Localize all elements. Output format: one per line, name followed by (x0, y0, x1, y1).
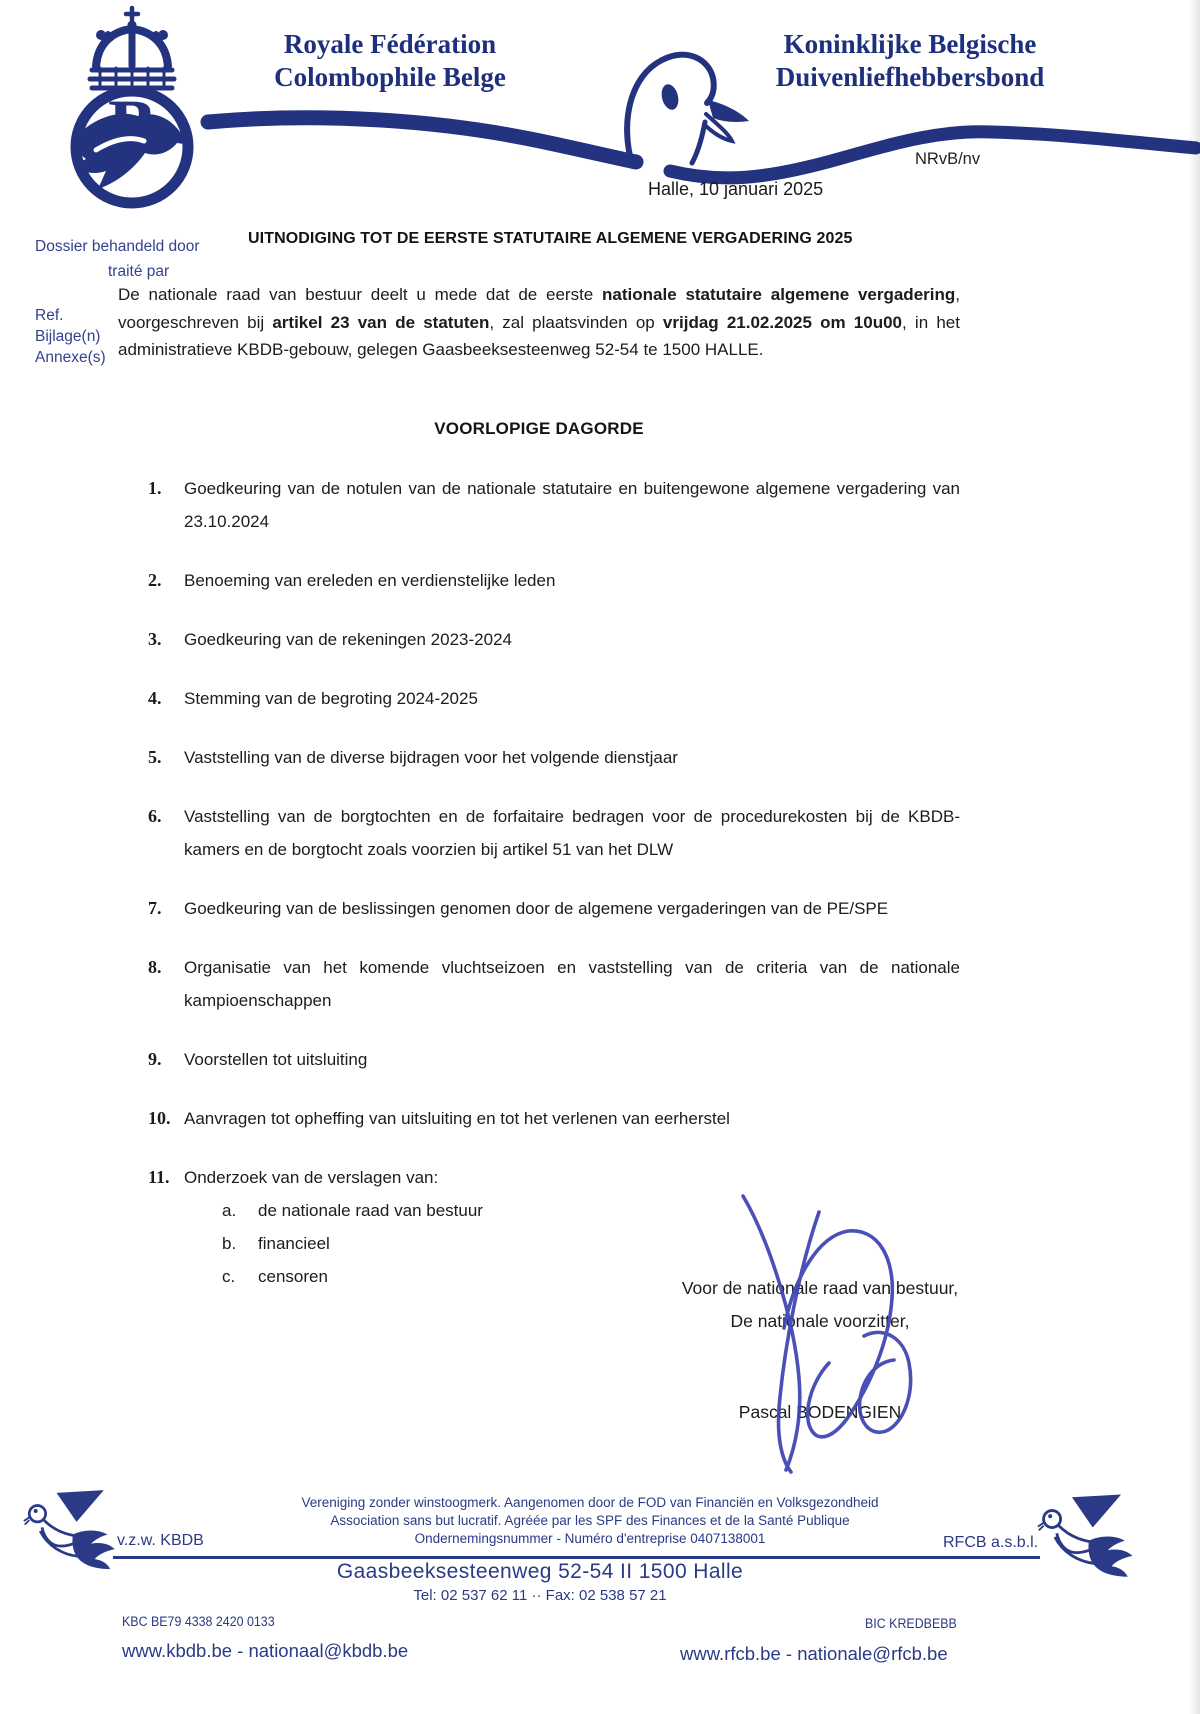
footer-reg-line1: Vereniging zonder winstoogmerk. Aangenomen door de FOD van Financiën en Volksgezondheid (301, 1495, 879, 1510)
agenda-item-text: Aanvragen tot opheffing van uitsluiting en tot het verlenen van eerherstel (184, 1109, 730, 1128)
agenda-item (148, 1043, 960, 1076)
footer-address-block (230, 1560, 850, 1604)
agenda-item-text: Onderzoek van de verslagen van: (184, 1168, 439, 1187)
agenda-item-number: 8. (148, 957, 162, 977)
agenda-item-text: Stemming van de begroting 2024-2025 (184, 689, 478, 708)
agenda-item-number: 1. (148, 478, 162, 498)
agenda-item (148, 472, 960, 538)
margin-label-dossier (35, 234, 250, 284)
agenda-item-text: Voorstellen tot uitsluiting (184, 1050, 368, 1069)
agenda-item-number: 6. (148, 806, 162, 826)
footer-iban: KBC BE79 4338 2420 0133 (122, 1614, 275, 1629)
margin-label-annexe: Annexe(s) (35, 349, 106, 366)
agenda-item-number: 7. (148, 898, 162, 918)
dove-swoosh-graphic (200, 30, 1200, 195)
crest-graphic (52, 4, 212, 209)
org-name-nl-line2: Duivenliefhebbersbond (775, 62, 1045, 92)
agenda-item-text: Vaststelling van de diverse bijdragen voor het volgende dienstjaar (184, 748, 678, 767)
agenda-item-text: Organisatie van het komende vluchtseizoen en vaststelling van de criteria van de nationale kampioenschappen (184, 958, 960, 1010)
margin-label-dossier-line1: Dossier behandeld door (35, 238, 200, 255)
agenda-sub-item-number: a. (222, 1201, 237, 1220)
footer-registration (300, 1494, 880, 1548)
agenda-item (148, 892, 960, 925)
dove-logo-right (1036, 1492, 1140, 1582)
signature-ink (698, 1178, 938, 1478)
agenda-item (148, 682, 960, 715)
agenda-item-number: 10. (148, 1108, 171, 1128)
agenda-item (148, 623, 960, 656)
agenda-item-number: 2. (148, 570, 162, 590)
agenda-item-number: 3. (148, 629, 162, 649)
agenda-item (148, 564, 960, 597)
agenda-sub-item-number: b. (222, 1234, 237, 1253)
agenda-item (148, 951, 960, 1017)
reference-code: NRvB/nv (915, 150, 981, 168)
footer-reg-line2: Association sans but lucratif. Agréée par les SPF des Finances et de la Santé Publique (330, 1513, 850, 1528)
agenda-item-number: 9. (148, 1049, 162, 1069)
agenda-item-text: Benoeming van ereleden en verdienstelijke leden (184, 571, 556, 590)
agenda-item (148, 741, 960, 774)
letter-title: UITNODIGING TOT DE EERSTE STATUTAIRE ALGEMENE VERGADERING 2025 (248, 230, 853, 247)
footer-website-rfcb: www.rfcb.be - nationale@rfcb.be (680, 1643, 948, 1664)
org-name-fr-line1: Royale Fédération (283, 29, 497, 59)
footer-vzw-label: v.z.w. KBDB (117, 1532, 204, 1549)
margin-label-dossier-line2: traité par (108, 263, 170, 280)
agenda-sub-item-text: de nationale raad van bestuur (258, 1201, 483, 1220)
footer-reg-line3: Ondernemingsnummer - Numéro d'entreprise 0407138001 (414, 1531, 766, 1546)
footer-divider (113, 1556, 1040, 1559)
agenda-sub-item-text: censoren (258, 1267, 328, 1286)
closing-line2: De nationale voorzitter, (730, 1311, 910, 1331)
closing-line1: Voor de nationale raad van bestuur, (681, 1278, 959, 1298)
org-name-nl-line1: Koninklijke Belgische (783, 29, 1037, 59)
intro-segment: , voorgeschreven bij (118, 285, 960, 332)
intro-segment: artikel 23 van de statuten (272, 312, 490, 332)
signer-name: Pascal BODENGIEN (738, 1402, 902, 1422)
agenda-heading: VOORLOPIGE DAGORDE (434, 419, 644, 438)
margin-label-ref: Ref. (35, 307, 64, 324)
footer-asbl-label: RFCB a.s.b.l. (943, 1534, 1039, 1551)
kbdb-crest-logo (52, 4, 212, 209)
agenda-list (148, 472, 960, 1194)
agenda-item-number: 4. (148, 688, 162, 708)
agenda-item-text: Vaststelling van de borgtochten en de forfaitaire bedragen voor de procedurekosten bij de KBDB-kamers en de borgtocht zoals voorzien bij artikel 51 van het DLW (184, 807, 960, 859)
footer-bic: BIC KREDBEBB (865, 1616, 957, 1631)
intro-segment: , zal plaatsvinden op (489, 312, 663, 332)
footer-website-kbdb: www.kbdb.be - nationaal@kbdb.be (122, 1640, 409, 1661)
agenda-sub-item-number: c. (222, 1267, 236, 1286)
intro-segment: De nationale raad van bestuur deelt u mede dat de eerste (118, 285, 603, 304)
agenda-item (148, 800, 960, 866)
margin-label-bijlage: Bijlage(n) (35, 328, 101, 345)
dove-logo-left (22, 1488, 122, 1574)
agenda-item-text: Goedkeuring van de notulen van de nationale statutaire en buitengewone algemene vergadering van 23.10.2024 (184, 479, 960, 531)
intro-segment: nationale statutaire algemene vergadering (602, 285, 956, 304)
footer-tel-fax: Tel: 02 537 62 11 ·· Fax: 02 538 57 21 (413, 1587, 667, 1604)
dateline: Halle, 10 januari 2025 (648, 179, 824, 199)
intro-paragraph (118, 281, 960, 364)
org-name-fr-line2: Colombophile Belge (274, 62, 506, 92)
agenda (148, 472, 960, 1293)
agenda-item-text: Goedkeuring van de beslissingen genomen door de algemene vergaderingen van de PE/SPE (184, 899, 889, 918)
intro-segment: vrijdag 21.02.2025 om 10u00 (662, 312, 903, 332)
agenda-item (148, 1102, 960, 1135)
agenda-item-text: Goedkeuring van de rekeningen 2023-2024 (184, 630, 512, 649)
agenda-item-number: 11. (148, 1167, 170, 1187)
agenda-sub-item-text: financieel (258, 1234, 330, 1253)
agenda-item-number: 5. (148, 747, 162, 767)
footer-address: Gaasbeeksesteenweg 52-54 II 1500 Halle (336, 1560, 744, 1583)
intro-segment: , in het administratieve KBDB-gebouw, gelegen Gaasbeeksesteenweg 52-54 te 1500 HALLE. (118, 312, 960, 359)
